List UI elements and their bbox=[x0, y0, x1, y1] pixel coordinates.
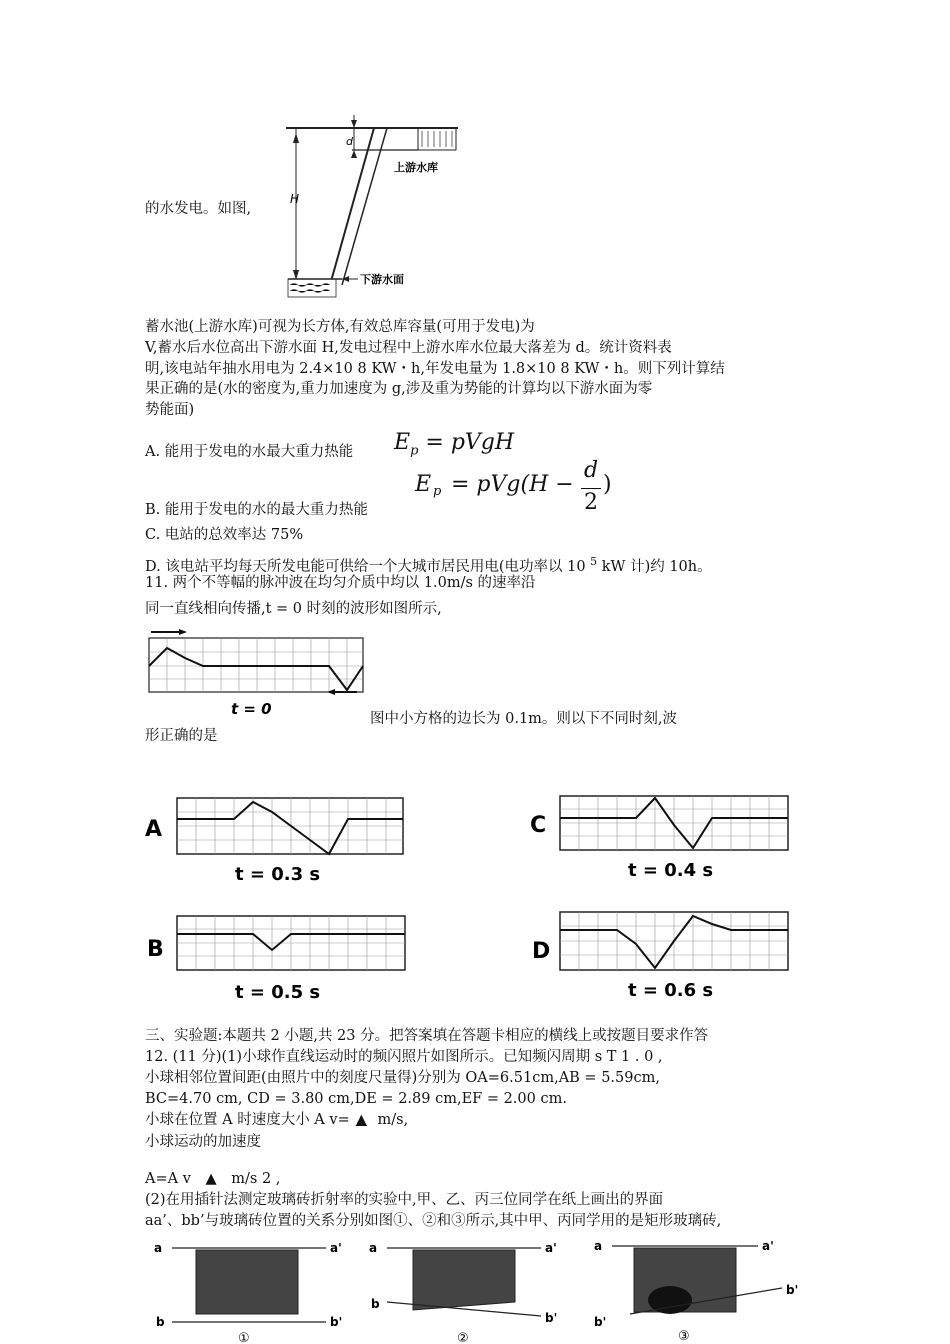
option-a-time: t = 0.3 s bbox=[235, 864, 321, 885]
wave-option-c bbox=[528, 790, 798, 885]
glass-figure-3 bbox=[590, 1236, 805, 1344]
q12-line4 bbox=[145, 1111, 408, 1129]
fig3-b-left: b' bbox=[594, 1315, 607, 1329]
q12-line6 bbox=[145, 1170, 280, 1188]
reservoir-diagram bbox=[282, 105, 467, 305]
q12-velocity-unit: m/s, bbox=[372, 1112, 409, 1128]
fig1-a: a bbox=[154, 1241, 163, 1255]
fig2-b2: b' bbox=[545, 1311, 558, 1325]
lower-water-label: 下游水面 bbox=[360, 273, 404, 286]
formula-b-mid: = pVg(H − bbox=[451, 472, 574, 497]
option-c: C. 电站的总效率达 75% bbox=[145, 527, 304, 543]
formula-a-rhs: = pVgH bbox=[425, 430, 515, 455]
fraction-bar bbox=[581, 488, 601, 489]
t0-label: t = 0 bbox=[231, 700, 272, 718]
q11-line1: 11. 两个不等幅的脉冲波在均匀介质中均以 1.0m/s 的速率沿 bbox=[145, 575, 536, 591]
q12-line8: aa’、bb’与玻璃砖位置的关系分别如图①、②和③所示,其中甲、丙同学用的是矩形玻璃砖, bbox=[145, 1213, 722, 1229]
wave-option-d bbox=[528, 906, 798, 1001]
acceleration-answer-blank[interactable]: ▲ bbox=[205, 1171, 217, 1187]
option-b-time: t = 0.5 s bbox=[235, 982, 321, 1003]
option-d-time: t = 0.6 s bbox=[628, 980, 714, 1001]
para1-line1: 蓄水池(上游水库)可视为长方体,有效总库容量(可用于发电)为 bbox=[145, 319, 535, 335]
para1-line4: 果正确的是(水的密度为,重力加速度为 g,涉及重为势能的计算均以下游水面为零 bbox=[145, 381, 653, 397]
formula-a bbox=[394, 430, 514, 458]
formula-b-num: d bbox=[583, 458, 599, 483]
height-h-label: H bbox=[290, 192, 300, 206]
option-c-time: t = 0.4 s bbox=[628, 860, 714, 881]
q12-accel-unit: m/s 2 , bbox=[231, 1171, 281, 1187]
velocity-answer-blank[interactable]: ▲ bbox=[355, 1112, 367, 1128]
formula-a-e: E bbox=[394, 430, 411, 455]
fig1-number: ① bbox=[238, 1331, 250, 1344]
para1-line3: 明,该电站年抽水用电为 2.4×10 8 KW・h,年发电量为 1.8×10 8 KW・h。则下列计算结 bbox=[145, 361, 725, 377]
fig3-a2: a' bbox=[762, 1239, 774, 1253]
q12-line5: 小球运动的加速度 bbox=[145, 1134, 261, 1150]
option-b-letter: B bbox=[147, 937, 164, 962]
glass-figure-1 bbox=[150, 1236, 355, 1344]
option-d bbox=[145, 553, 712, 576]
section-3-heading: 三、实验题:本题共 2 小题,共 23 分。把答案填在答题卡相应的横线上或按题目要求作答 bbox=[145, 1028, 709, 1044]
fig3-a: a bbox=[594, 1239, 603, 1253]
q12-line7: (2)在用插针法测定玻璃砖折射率的实验中,甲、乙、丙三位同学在纸上画出的界面 bbox=[145, 1192, 664, 1208]
option-c-letter: C bbox=[530, 813, 547, 838]
q11-line4: 形正确的是 bbox=[145, 728, 218, 744]
fig1-a2: a' bbox=[330, 1241, 342, 1255]
fig2-number: ② bbox=[457, 1331, 469, 1344]
intro-fragment: 的水发电。如图, bbox=[145, 201, 252, 217]
q12-line1: 12. (11 分)(1)小球作直线运动时的频闪照片如图所示。已知频闪周期 s T 1 . 0 , bbox=[145, 1049, 663, 1065]
fig2-b: b bbox=[371, 1297, 380, 1311]
formula-b-den: 2 bbox=[584, 490, 598, 515]
option-a: A. 能用于发电的水最大重力热能 bbox=[145, 444, 354, 460]
fig2-a: a bbox=[369, 1241, 378, 1255]
fig3-b-right: b' bbox=[786, 1283, 799, 1297]
q12-accel-text: A=A v bbox=[145, 1171, 191, 1187]
option-d-text: D. 该电站平均每天所发电能可供给一个大城市居民用电(电功率以 10 bbox=[145, 558, 586, 575]
wave-option-a bbox=[143, 792, 413, 887]
formula-b-close: ) bbox=[603, 472, 612, 497]
glass-figure-2 bbox=[365, 1236, 570, 1344]
formula-b-sub: p bbox=[433, 484, 442, 499]
wave-option-b bbox=[143, 910, 413, 1005]
q11-line3: 图中小方格的边长为 0.1m。则以下不同时刻,波 bbox=[370, 711, 678, 727]
para1-line5: 势能面) bbox=[145, 402, 195, 418]
fig1-b2: b' bbox=[330, 1315, 343, 1329]
formula-a-sub: p bbox=[410, 443, 419, 459]
upper-reservoir-label: 上游水库 bbox=[394, 161, 438, 174]
fig3-number: ③ bbox=[678, 1329, 690, 1344]
depth-d-label: d bbox=[346, 135, 353, 148]
option-d-exponent: 5 bbox=[590, 555, 598, 568]
formula-b-e: E bbox=[415, 472, 432, 497]
option-b: B. 能用于发电的水的最大重力热能 bbox=[145, 502, 368, 518]
q12-velocity-text: 小球在位置 A 时速度大小 A v= bbox=[145, 1112, 350, 1128]
option-d-letter: D bbox=[532, 939, 551, 964]
fig2-a2: a' bbox=[545, 1241, 557, 1255]
para1-line2: V,蓄水后水位高出下游水面 H,发电过程中上游水库水位最大落差为 d。统计资料表 bbox=[145, 340, 672, 356]
option-a-letter: A bbox=[145, 817, 163, 842]
wave-t0-figure bbox=[143, 628, 373, 720]
q12-line3: BC=4.70 cm, CD = 3.80 cm,DE = 2.89 cm,EF = 2.00 cm. bbox=[145, 1091, 567, 1107]
q12-line2: 小球相邻位置间距(由照片中的刻度尺量得)分别为 OA=6.51cm,AB = 5.59cm, bbox=[145, 1070, 660, 1086]
q11-line2: 同一直线相向传播,t = 0 时刻的波形如图所示, bbox=[145, 601, 442, 617]
fig1-b: b bbox=[156, 1315, 165, 1329]
option-d-tail: kW 计)约 10h。 bbox=[601, 558, 712, 575]
